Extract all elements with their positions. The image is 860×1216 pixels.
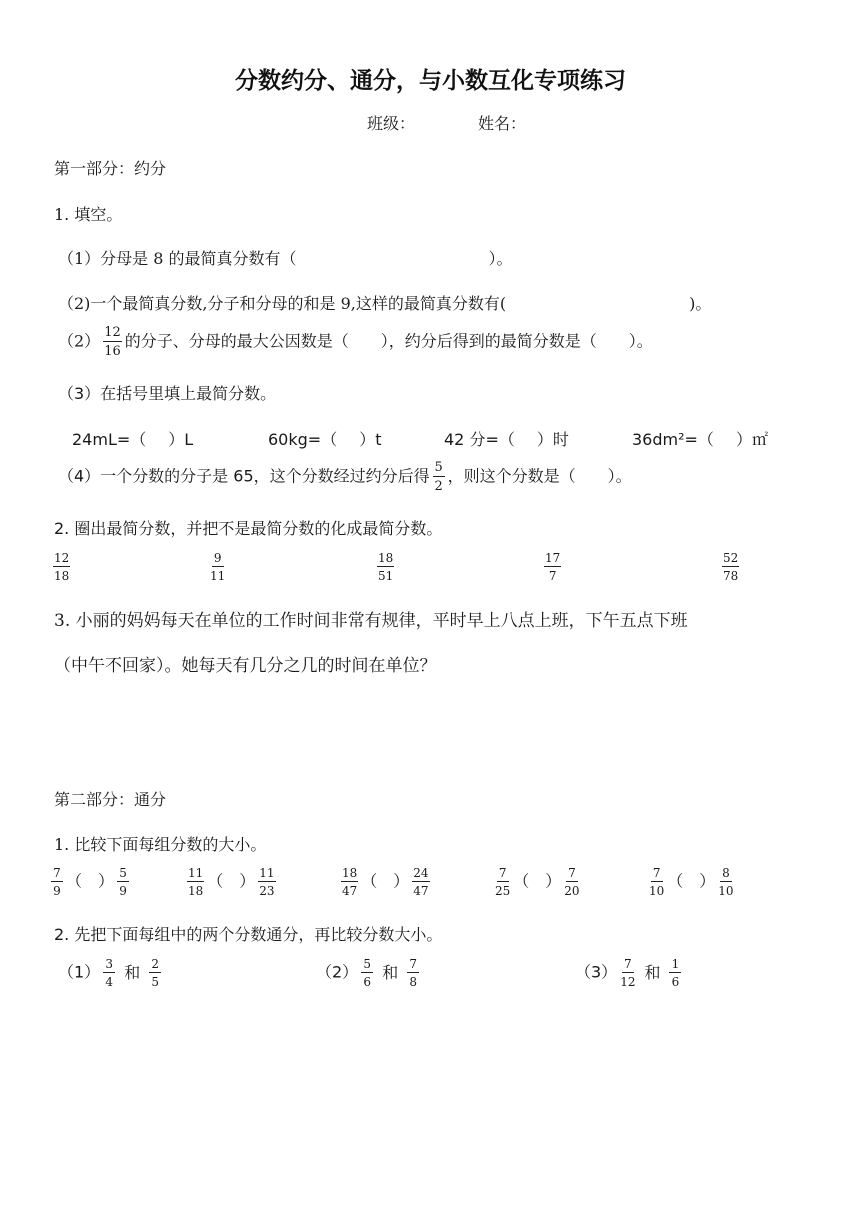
q1-item1 bbox=[58, 246, 513, 269]
compare-blank: （ ） bbox=[66, 871, 115, 891]
part1-q1-heading: 1. 填空。 bbox=[54, 205, 123, 224]
q1-item1-suffix: ）。 bbox=[488, 249, 513, 268]
fraction: $\frac{3}{4}$ bbox=[103, 958, 115, 988]
compare-blank: （ ） bbox=[361, 871, 410, 891]
fraction: $\frac{11}{18}$ bbox=[188, 866, 204, 898]
q1-item2-prefix: （2)一个最简真分数,分子和分母的和是 9,这样的最简真分数有( bbox=[58, 294, 507, 313]
fraction: $\frac{7}{12}$ bbox=[620, 957, 636, 989]
fraction-item bbox=[541, 552, 564, 582]
part1-q3-line1: 3. 小丽的妈妈每天在单位的工作时间非常有规律，平时早上八点上班，下午五点下班 bbox=[54, 611, 688, 631]
fraction: $\frac{7}{10}$ bbox=[649, 866, 665, 898]
unit-conversion-1: 24mL=（ ）L bbox=[72, 430, 194, 449]
compare-pair-1 bbox=[48, 867, 132, 897]
fraction: $\frac{7}{20}$ bbox=[564, 866, 580, 898]
page-title: 分数约分、通分，与小数互化专项练习 bbox=[235, 68, 626, 94]
fraction: $\frac{12}{18}$ bbox=[54, 551, 70, 583]
fraction: $\frac{24}{47}$ bbox=[413, 866, 429, 898]
common-denominator-group-2: （2） $\frac{5}{6}$ 和 $\frac{7}{8}$ bbox=[316, 958, 422, 988]
class-label: 班级： bbox=[367, 114, 416, 133]
q1-item4: （3）在括号里填上最简分数。 bbox=[58, 384, 277, 403]
compare-pair-3 bbox=[338, 867, 433, 897]
part1-q2-heading: 2. 圈出最简分数，并把不是最简分数的化成最简分数。 bbox=[54, 519, 443, 538]
q1-item3-prefix: （2） bbox=[58, 331, 101, 351]
fraction-item bbox=[207, 552, 228, 582]
denominator: 16 bbox=[104, 344, 121, 359]
q1-item3-text: 的分子、分母的最大公因数是（ ），约分后得到的最简分数是（ ）。 bbox=[124, 331, 653, 351]
fraction: $\frac{18}{51}$ bbox=[378, 551, 394, 583]
numerator: 12 bbox=[104, 325, 121, 340]
denominator: 2 bbox=[434, 479, 443, 494]
compare-pair-4 bbox=[492, 867, 583, 897]
fraction: $\frac{11}{23}$ bbox=[259, 866, 275, 898]
part1-heading: 第一部分：约分 bbox=[54, 159, 167, 178]
part2-heading: 第二部分：通分 bbox=[54, 790, 167, 809]
unit-conversion-4: 36dm²=（ ）㎡ bbox=[632, 430, 768, 449]
fraction: $\frac{2}{5}$ bbox=[149, 958, 161, 988]
part2-q1-heading: 1. 比较下面每组分数的大小。 bbox=[54, 835, 267, 854]
q1-item2-suffix: )。 bbox=[689, 294, 712, 313]
compare-pair-2 bbox=[184, 867, 279, 897]
unit-conversion-2: 60kg=（ ）t bbox=[268, 430, 382, 449]
fraction bbox=[103, 326, 122, 358]
fraction: $\frac{8}{10}$ bbox=[718, 866, 734, 898]
fraction bbox=[433, 461, 445, 493]
fraction-item bbox=[374, 552, 397, 582]
name-label: 姓名： bbox=[478, 114, 527, 133]
numerator: 5 bbox=[434, 460, 443, 475]
fraction-item bbox=[719, 552, 742, 582]
compare-pair-5 bbox=[646, 867, 737, 897]
q1-item5: （4）一个分数的分子是 65，这个分数经过约分后得 $\frac{5}{2}$ ，则这个分数是（ ）。 bbox=[58, 460, 632, 494]
compare-blank: （ ） bbox=[207, 871, 256, 891]
part1-q3-line2: （中午不回家）。她每天有几分之几的时间在单位？ bbox=[54, 656, 437, 676]
compare-blank: （ ） bbox=[513, 871, 562, 891]
fraction: $\frac{52}{78}$ bbox=[723, 551, 739, 583]
common-denominator-group-3: （3） $\frac{7}{12}$ 和 $\frac{1}{6}$ bbox=[575, 958, 684, 988]
fraction: $\frac{7}{25}$ bbox=[495, 866, 511, 898]
common-denominator-group-1: （1） $\frac{3}{4}$ 和 $\frac{2}{5}$ bbox=[58, 958, 164, 988]
compare-blank: （ ） bbox=[667, 871, 716, 891]
fraction: $\frac{5}{9}$ bbox=[117, 867, 129, 897]
fraction: $\frac{9}{11}$ bbox=[210, 551, 226, 583]
fraction: $\frac{7}{8}$ bbox=[407, 958, 419, 988]
q1-item1-prefix: （1）分母是 8 的最简真分数有（ bbox=[58, 249, 297, 268]
fraction: $\frac{5}{6}$ bbox=[361, 958, 373, 988]
fraction: $\frac{18}{47}$ bbox=[342, 866, 358, 898]
q1-item3 bbox=[58, 326, 653, 358]
fraction: $\frac{1}{6}$ bbox=[669, 958, 681, 988]
q1-item2 bbox=[58, 291, 711, 314]
fraction-item bbox=[50, 552, 73, 582]
part2-q2-heading: 2. 先把下面每组中的两个分数通分，再比较分数大小。 bbox=[54, 925, 443, 944]
fraction: $\frac{17}{7}$ bbox=[545, 551, 561, 583]
fraction: $\frac{7}{9}$ bbox=[51, 867, 63, 897]
unit-conversion-3: 42 分=（ ）时 bbox=[444, 430, 569, 449]
